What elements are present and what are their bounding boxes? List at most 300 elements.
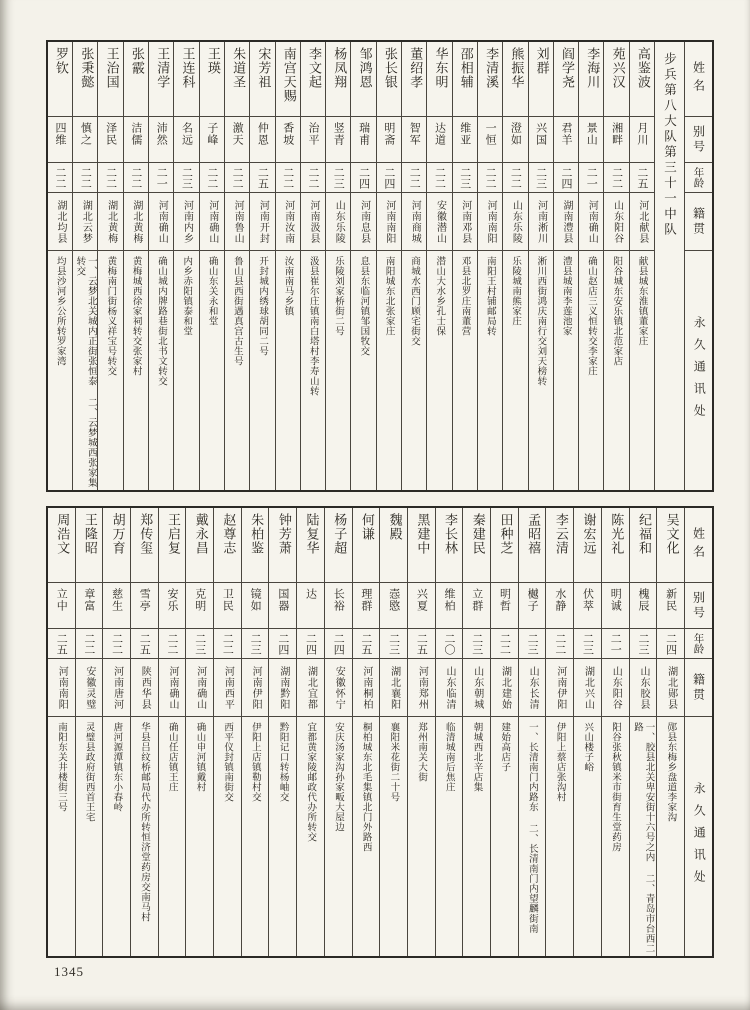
person-age: 二一 xyxy=(579,162,603,192)
person-address: 息县东临河镇邹国牧交 xyxy=(351,250,375,490)
person-native-place: 湖北云梦 xyxy=(73,192,97,250)
person-column xyxy=(407,508,435,956)
row-header-column-top xyxy=(684,42,712,490)
person-address: 朝城西北辛店集 xyxy=(463,716,490,956)
person-name: 朱道圣 xyxy=(230,47,246,89)
person-name: 孟昭禧 xyxy=(525,513,541,555)
person-age: 二五 xyxy=(630,162,654,192)
person-native-place: 湖南黔阳 xyxy=(269,658,296,716)
person-age: 二二 xyxy=(402,162,426,192)
person-alias: 慎之 xyxy=(73,116,97,162)
person-native-place: 河南确山 xyxy=(159,658,186,716)
person-native-place: 河南汝南 xyxy=(276,192,300,250)
person-column xyxy=(518,508,546,956)
person-column xyxy=(553,42,578,490)
person-alias: 竖青 xyxy=(326,116,350,162)
person-age: 二二 xyxy=(301,162,325,192)
person-name: 张秉懿 xyxy=(78,47,94,89)
person-age: 二五 xyxy=(250,162,274,192)
person-age: 二二 xyxy=(73,162,97,192)
person-age: 二二 xyxy=(276,162,300,192)
person-column xyxy=(72,42,97,490)
person-name: 魏殿 xyxy=(386,513,402,541)
person-native-place: 湖南澧县 xyxy=(554,192,578,250)
person-age: 二二 xyxy=(491,628,518,658)
person-address: 商城水西门顾宅街交 xyxy=(402,250,426,490)
person-name: 刘群 xyxy=(533,47,549,75)
person-age: 二四 xyxy=(297,628,324,658)
person-alias: 一恒 xyxy=(478,116,502,162)
person-name: 李海川 xyxy=(584,47,600,89)
header-alias-label: 别号 xyxy=(685,116,712,162)
person-name: 李清溪 xyxy=(483,47,499,89)
person-age: 二二 xyxy=(214,628,241,658)
person-age: 二二 xyxy=(427,162,451,192)
person-alias: 镜如 xyxy=(242,582,269,628)
person-alias: 悫愍 xyxy=(380,582,407,628)
person-alias: 香坡 xyxy=(276,116,300,162)
person-age: 二三 xyxy=(380,628,407,658)
person-address: 黄梅城西徐家祠转交张家村 xyxy=(124,250,148,490)
header-native-label: 籍贯 xyxy=(685,192,712,250)
person-address: 桐柏城东北毛集镇北门外路西 xyxy=(353,716,380,956)
person-alias: 洁儒 xyxy=(124,116,148,162)
person-age: 二三 xyxy=(574,628,601,658)
person-name: 谢宏远 xyxy=(580,513,596,555)
person-name: 王启复 xyxy=(165,513,180,555)
person-column xyxy=(352,508,380,956)
person-address: 伊阳上蔡店张沟村 xyxy=(546,716,573,956)
page-number: 1345 xyxy=(54,964,84,979)
person-name: 李长林 xyxy=(442,513,458,555)
person-address: 一、胶县北关卑安街十六号之内 二、青岛市台西二路 xyxy=(630,716,657,956)
person-column xyxy=(629,508,657,956)
person-alias: 泽民 xyxy=(98,116,122,162)
roster-table-bottom xyxy=(46,506,714,958)
person-native-place: 河南伊阳 xyxy=(242,658,269,716)
header-age-label: 年龄 xyxy=(685,162,712,192)
person-alias: 明哲 xyxy=(491,582,518,628)
person-address: 乐陵城南熊家庄 xyxy=(503,250,527,490)
person-native-place: 河南鲁山 xyxy=(225,192,249,250)
person-native-place: 山东胶县 xyxy=(630,658,657,716)
person-column xyxy=(435,508,463,956)
person-name: 南宫天赐 xyxy=(280,47,296,103)
roster-table-top xyxy=(46,40,714,492)
person-alias: 达 xyxy=(297,582,324,628)
person-name: 王清学 xyxy=(154,47,170,89)
person-name: 胡万育 xyxy=(109,513,125,555)
person-column xyxy=(477,42,502,490)
person-column xyxy=(199,42,224,490)
unit-title: 步兵第八大队第三十一中队 xyxy=(662,52,678,238)
person-column xyxy=(268,508,296,956)
person-column xyxy=(130,508,158,956)
person-column xyxy=(249,42,274,490)
person-alias: 理群 xyxy=(353,582,380,628)
person-address: 均县沙河乡公所转罗家湾 xyxy=(48,250,72,490)
person-age: 二二 xyxy=(48,162,72,192)
person-alias: 明斋 xyxy=(377,116,401,162)
person-alias: 雪亭 xyxy=(131,582,158,628)
person-native-place: 山东长清 xyxy=(519,658,546,716)
person-native-place: 陕西华县 xyxy=(131,658,158,716)
person-address: 鲁山县西街遇真宫古生号 xyxy=(225,250,249,490)
person-address: 内乡赤阳镇泰和堂 xyxy=(174,250,198,490)
person-native-place: 河南汲县 xyxy=(301,192,325,250)
person-address: 邓县北罗庄南董营 xyxy=(453,250,477,490)
person-native-place: 河南确山 xyxy=(186,658,213,716)
person-native-place: 河南邓县 xyxy=(453,192,477,250)
person-column xyxy=(97,42,122,490)
person-alias: 兴夏 xyxy=(408,582,435,628)
person-column xyxy=(123,42,148,490)
person-column xyxy=(656,508,684,956)
person-native-place: 河南唐河 xyxy=(103,658,130,716)
person-address: 献县城东淮镇董家庄 xyxy=(630,250,654,490)
person-alias: 伏萃 xyxy=(574,582,601,628)
person-column xyxy=(185,508,213,956)
person-age: 二三 xyxy=(463,628,490,658)
person-name: 周浩文 xyxy=(54,513,70,555)
person-column xyxy=(401,42,426,490)
person-column xyxy=(324,508,352,956)
person-native-place: 河南商城 xyxy=(402,192,426,250)
person-address: 华县吕纹桥邮局代办所转恒济堂药房交南马村 xyxy=(131,716,158,956)
person-address: 郑州南关大街 xyxy=(408,716,435,956)
person-column xyxy=(376,42,401,490)
person-column xyxy=(241,508,269,956)
person-native-place: 河南确山 xyxy=(149,192,173,250)
person-address: 汲县崔尔庄镇南白塔村李寿山转 xyxy=(301,250,325,490)
person-native-place: 山东阳谷 xyxy=(602,658,629,716)
person-column xyxy=(502,42,527,490)
person-address: 一、云梦北关城内正街张恒泰 二、云梦城西张家集转交 xyxy=(73,250,97,490)
person-alias: 湘畔 xyxy=(604,116,628,162)
person-address: 临清城南后焦庄 xyxy=(436,716,463,956)
person-native-place: 河南西平 xyxy=(214,658,241,716)
person-age: 二一 xyxy=(149,162,173,192)
person-column xyxy=(300,42,325,490)
person-column xyxy=(102,508,130,956)
person-age: 二二 xyxy=(76,628,103,658)
person-column xyxy=(296,508,324,956)
unit-title-column xyxy=(654,42,684,490)
person-native-place: 河南南阳 xyxy=(478,192,502,250)
person-native-place: 湖北黄梅 xyxy=(124,192,148,250)
person-age: 二二 xyxy=(103,628,130,658)
person-address: 澧县城南李莲池家 xyxy=(554,250,578,490)
person-age: 二四 xyxy=(325,628,352,658)
person-age: 二四 xyxy=(269,628,296,658)
person-age: 二五 xyxy=(48,628,75,658)
person-age: 二二 xyxy=(604,162,628,192)
person-alias: 樾子 xyxy=(519,582,546,628)
person-name: 邹鸿恩 xyxy=(356,47,372,89)
person-alias: 月川 xyxy=(630,116,654,162)
person-column xyxy=(426,42,451,490)
person-alias: 智军 xyxy=(402,116,426,162)
person-address: 阳谷城东安乐镇北范家店 xyxy=(604,250,628,490)
person-alias: 达道 xyxy=(427,116,451,162)
person-name: 罗钦 xyxy=(53,47,69,75)
person-name: 杨子超 xyxy=(331,513,347,555)
person-name: 秦建民 xyxy=(469,513,485,555)
person-alias: 安乐 xyxy=(159,582,186,628)
person-native-place: 湖北均县 xyxy=(48,192,72,250)
person-age: 二五 xyxy=(408,628,435,658)
person-age: 二二 xyxy=(225,162,249,192)
person-native-place: 湖北襄阳 xyxy=(380,658,407,716)
person-column xyxy=(350,42,375,490)
person-native-place: 河南淅川 xyxy=(529,192,553,250)
person-age: 二〇 xyxy=(436,628,463,658)
person-age: 二五 xyxy=(131,628,158,658)
person-column xyxy=(224,42,249,490)
person-name: 朱柏鉴 xyxy=(248,513,264,555)
person-address: 宜都黄家陵邮政代办所转交 xyxy=(297,716,324,956)
person-alias: 明诚 xyxy=(602,582,629,628)
person-column xyxy=(452,42,477,490)
person-address: 淅川西街鸿庆南行交刘天榜转 xyxy=(529,250,553,490)
person-column xyxy=(528,42,553,490)
person-native-place: 安徽怀宁 xyxy=(325,658,352,716)
person-name: 董绍孝 xyxy=(407,47,423,89)
person-address: 确山任店镇王庄 xyxy=(159,716,186,956)
person-name: 王连科 xyxy=(179,47,195,89)
person-alias: 景山 xyxy=(579,116,603,162)
person-column xyxy=(158,508,186,956)
person-native-place: 湖北兴山 xyxy=(574,658,601,716)
person-address: 阳谷张秋镇米市街育生堂药房 xyxy=(602,716,629,956)
person-age: 二二 xyxy=(546,628,573,658)
person-address: 开封城内绣球胡同二号 xyxy=(250,250,274,490)
person-name: 吴文化 xyxy=(663,513,679,555)
person-column xyxy=(629,42,654,490)
header-native-label: 籍贯 xyxy=(685,658,712,716)
person-address: 伊阳上店镇勒村交 xyxy=(242,716,269,956)
person-age: 二二 xyxy=(159,628,186,658)
person-address: 南阳东关井楼街三号 xyxy=(48,716,75,956)
person-address: 南阳王村铺邮局转 xyxy=(478,250,502,490)
person-column xyxy=(75,508,103,956)
person-name: 王治国 xyxy=(103,47,119,89)
person-name: 熊振华 xyxy=(508,47,524,89)
person-age: 二三 xyxy=(630,628,657,658)
person-native-place: 安徽潜山 xyxy=(427,192,451,250)
person-age: 二二 xyxy=(503,162,527,192)
person-native-place: 河南息县 xyxy=(351,192,375,250)
person-column xyxy=(603,42,628,490)
person-alias: 章富 xyxy=(76,582,103,628)
person-native-place: 湖北郧县 xyxy=(657,658,684,716)
person-name: 黑建中 xyxy=(414,513,430,555)
person-address: 确山东关永和堂 xyxy=(200,250,224,490)
person-name: 张霰 xyxy=(128,47,144,75)
person-name: 宋芳祖 xyxy=(255,47,271,89)
person-alias: 长裕 xyxy=(325,582,352,628)
person-alias: 立群 xyxy=(463,582,490,628)
person-name: 赵尊志 xyxy=(220,513,236,555)
person-column xyxy=(462,508,490,956)
person-alias: 维亚 xyxy=(453,116,477,162)
person-native-place: 山东阳谷 xyxy=(604,192,628,250)
person-age: 二四 xyxy=(554,162,578,192)
person-column xyxy=(275,42,300,490)
person-address: 唐河源潭镇东小春岭 xyxy=(103,716,130,956)
person-address: 确山城内牌路巷街北书文转交 xyxy=(149,250,173,490)
header-name-label: 姓名 xyxy=(691,61,706,97)
person-name: 苑兴汉 xyxy=(609,47,625,89)
person-native-place: 河南确山 xyxy=(579,192,603,250)
person-native-place: 河北献县 xyxy=(630,192,654,250)
person-name: 阎学尧 xyxy=(558,47,574,89)
person-age: 二一 xyxy=(602,628,629,658)
person-name: 戴永昌 xyxy=(192,513,208,555)
person-alias: 四维 xyxy=(48,116,72,162)
header-age-label: 年龄 xyxy=(685,628,712,658)
person-age: 二五 xyxy=(353,628,380,658)
person-alias: 子峰 xyxy=(200,116,224,162)
person-alias: 治平 xyxy=(301,116,325,162)
person-age: 二二 xyxy=(200,162,224,192)
person-native-place: 河南南阳 xyxy=(377,192,401,250)
person-native-place: 河南内乡 xyxy=(174,192,198,250)
person-column xyxy=(545,508,573,956)
person-native-place: 湖北宜都 xyxy=(297,658,324,716)
person-address: 确山申河镇戴村 xyxy=(186,716,213,956)
person-alias: 激天 xyxy=(225,116,249,162)
person-alias: 槐辰 xyxy=(630,582,657,628)
person-name: 王隆昭 xyxy=(81,513,97,555)
person-name: 杨凤翔 xyxy=(331,47,347,89)
person-address: 南阳城东北张家庄 xyxy=(377,250,401,490)
person-alias: 仲恩 xyxy=(250,116,274,162)
person-native-place: 湖北黄梅 xyxy=(98,192,122,250)
person-native-place: 山东乐陵 xyxy=(503,192,527,250)
person-name: 邵相辅 xyxy=(457,47,473,89)
row-header-column-bottom xyxy=(684,508,712,956)
person-name: 李文起 xyxy=(306,47,321,89)
person-column xyxy=(148,42,173,490)
person-address: 确山赵店三义恒转交李家庄 xyxy=(579,250,603,490)
person-native-place: 河南确山 xyxy=(200,192,224,250)
person-alias: 沛然 xyxy=(149,116,173,162)
header-alias-label: 别号 xyxy=(685,582,712,628)
person-native-place: 河南伊阳 xyxy=(546,658,573,716)
person-address: 灵璧县政府街西首王宅 xyxy=(76,716,103,956)
person-age: 二三 xyxy=(186,628,213,658)
person-name: 张长银 xyxy=(381,47,397,89)
roster-tables xyxy=(46,40,714,958)
person-column xyxy=(490,508,518,956)
person-address: 建始高店子 xyxy=(491,716,518,956)
person-age: 二三 xyxy=(453,162,477,192)
person-native-place: 河南桐柏 xyxy=(353,658,380,716)
person-column xyxy=(213,508,241,956)
person-name: 钟芳萧 xyxy=(275,513,291,555)
header-address-label: 永久通讯处 xyxy=(685,250,712,490)
person-column xyxy=(325,42,350,490)
person-native-place: 湖北建始 xyxy=(491,658,518,716)
person-alias: 立中 xyxy=(48,582,75,628)
person-native-place: 河南开封 xyxy=(250,192,274,250)
person-alias: 维柏 xyxy=(436,582,463,628)
person-alias: 君羊 xyxy=(554,116,578,162)
person-native-place: 河南南阳 xyxy=(48,658,75,716)
person-column xyxy=(601,508,629,956)
person-address: 潜山大水乡孔士保 xyxy=(427,250,451,490)
person-name: 高鉴波 xyxy=(634,47,650,89)
person-address: 汝南南马乡镇 xyxy=(276,250,300,490)
person-address: 郧县东梅乡盘道李家沟 xyxy=(657,716,684,956)
person-address: 襄阳米花街二十号 xyxy=(380,716,407,956)
person-name: 纪福和 xyxy=(635,513,651,555)
person-age: 二三 xyxy=(529,162,553,192)
person-alias: 克明 xyxy=(186,582,213,628)
person-alias: 澄如 xyxy=(503,116,527,162)
person-alias: 兴国 xyxy=(529,116,553,162)
person-native-place: 安徽灵璧 xyxy=(76,658,103,716)
person-name: 王瑛 xyxy=(204,47,220,75)
person-name: 郑传玺 xyxy=(137,513,153,555)
person-address: 安庆汤家沟孙家畈大屋边 xyxy=(325,716,352,956)
person-native-place: 山东乐陵 xyxy=(326,192,350,250)
person-age: 二三 xyxy=(519,628,546,658)
person-age: 二四 xyxy=(377,162,401,192)
header-address-label: 永久通讯处 xyxy=(685,716,712,956)
person-age: 二三 xyxy=(174,162,198,192)
person-column xyxy=(48,508,75,956)
person-alias: 卫民 xyxy=(214,582,241,628)
person-name: 田种芝 xyxy=(497,513,513,555)
person-address: 黄梅南门街杨义祥宝号转交 xyxy=(98,250,122,490)
person-name: 陆复华 xyxy=(303,513,319,555)
person-name: 何谦 xyxy=(358,513,374,541)
person-address: 一、长清南门内路东 二、长清南门内望麟街南 xyxy=(519,716,546,956)
person-age: 二二 xyxy=(98,162,122,192)
person-age: 二三 xyxy=(242,628,269,658)
person-age: 二四 xyxy=(657,628,684,658)
person-column xyxy=(578,42,603,490)
person-column xyxy=(173,42,198,490)
person-name: 李云清 xyxy=(552,513,568,555)
person-alias: 名远 xyxy=(174,116,198,162)
person-address: 黔阳记口转杨岫交 xyxy=(269,716,296,956)
person-column xyxy=(573,508,601,956)
person-name: 华东明 xyxy=(432,47,448,89)
person-alias: 慈生 xyxy=(103,582,130,628)
person-age: 二四 xyxy=(351,162,375,192)
person-address: 乐陵刘家桥街二号 xyxy=(326,250,350,490)
person-age: 二二 xyxy=(478,162,502,192)
person-age: 二三 xyxy=(326,162,350,192)
header-name-label: 姓名 xyxy=(691,527,706,563)
person-address: 西平仪封镇南街交 xyxy=(214,716,241,956)
person-native-place: 山东朝城 xyxy=(463,658,490,716)
person-alias: 瑞甫 xyxy=(351,116,375,162)
person-age: 二二 xyxy=(124,162,148,192)
person-column xyxy=(379,508,407,956)
person-address: 兴山楼子峪 xyxy=(574,716,601,956)
person-name: 陈光礼 xyxy=(608,513,624,555)
person-alias: 新民 xyxy=(657,582,684,628)
person-alias: 国器 xyxy=(269,582,296,628)
person-native-place: 山东临清 xyxy=(436,658,463,716)
person-native-place: 河南郑州 xyxy=(408,658,435,716)
person-alias: 水静 xyxy=(546,582,573,628)
person-column xyxy=(48,42,72,490)
